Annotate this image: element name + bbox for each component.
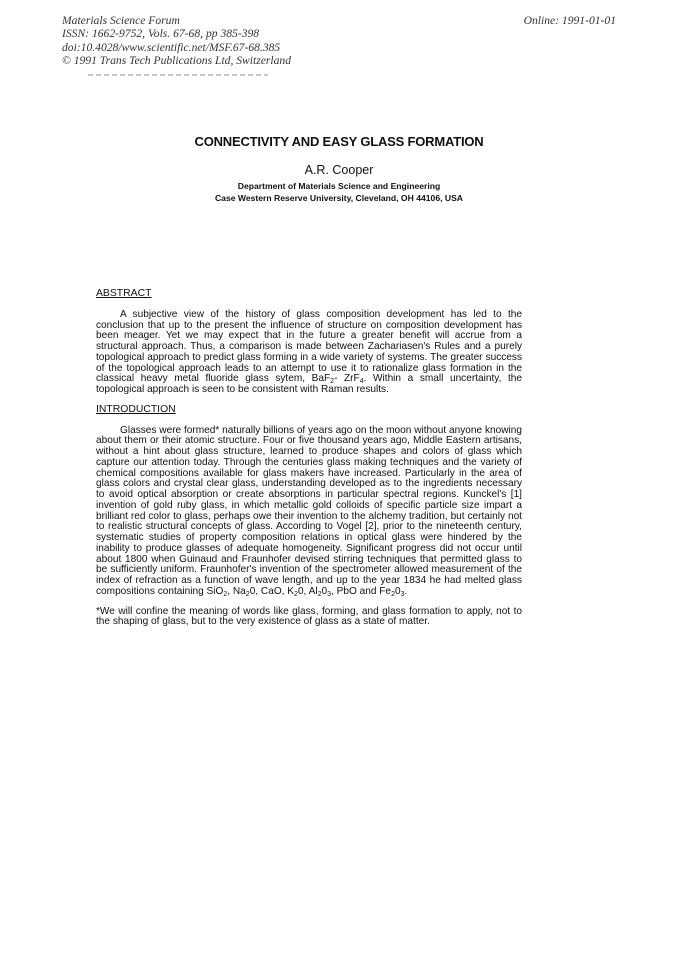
affiliation-address: Case Western Reserve University, Cleveland, OH 44106, USA — [214, 193, 464, 203]
journal-name: Materials Science Forum — [62, 14, 180, 27]
footnote: *We will confine the meaning of words like glass, forming, and glass formation to apply, not to the shaping of glass, but to the very existence of glass as a state of matter. — [96, 605, 522, 628]
author-affiliation — [0, 180, 678, 204]
paper-body — [96, 289, 522, 637]
introduction-text: Glasses were formed* naturally billions of years ago on the moon without anyone knowing about them or their atomic structure. Four or five thousand years ago, Middle Eastern artisans, without a hint about glass structure, learned to produce shapes and colors of glass which capture our attention today. Through the centuries glass making techniques and the variety of chemical compositions available for glass makers have increased. Particularly in the area of glass colors and crystal clear glass, understanding developed as to the ingredients necessary to avoid optical absorption or create absorptions in particular spectral regions. Kunckel's [1] invention of gold ruby glass, in which metallic gold colloids of specific particle size impart a brilliant red color to glass, perhaps owe their invention to the alchemy tradition, but certainly not to realistic structural concepts of glass. According to Vogel [2], prior to the nineteenth century, systematic studies of property composition relations in optical glass were hindered by the inability to produce glasses of adequate homogeneity. Significant progress did not occur until about 1800 when Guinaud and Fraunhofer devised stirring techniques that permitted glass to be sufficiently uniform. Fraunhofer's invention of the spectrometer allowed measurement of the index of refraction as a function of wave length, and up to the year 1834 he had melted glass compositions containing SiO$_2$, $Na_20$, CaO, $K_20$, $Al_20_3$, PbO and $Fe_20_3$. — [96, 424, 522, 598]
copyright-line: © 1991 Trans Tech Publications Ltd, Switzerland — [62, 54, 292, 68]
abstract-heading: ABSTRACT — [96, 288, 152, 299]
introduction-heading: INTRODUCTION — [96, 403, 176, 415]
doi-line[interactable]: doi:10.4028/www.scientific.net/MSF.67-68.385 — [62, 40, 281, 54]
scan-artifact — [88, 74, 268, 76]
online-date: Online: 1991-01-01 — [523, 14, 616, 27]
journal-header — [62, 14, 291, 68]
paper-title: CONNECTIVITY AND EASY GLASS FORMATION — [194, 134, 484, 149]
affiliation-department: Department of Materials Science and Engineering — [237, 181, 441, 191]
abstract-text: A subjective view of the history of glass composition development has led to the conclusion that up to the present the influence of structure on composition development has been meager. Yet we may expect that in the future a greater benefit will accrue from a structural approach. Thus, a comparison is made between Zachariasen's Rules and a purely topological approach to predict glass forming in a wide variety of systems. The greater success of the topological approach leads to an attempt to use it to rationalize glass formation in the classical heavy metal fluoride glass sytem, BaF$_2$- ZrF$_4$. Within a small uncertainty, the topological approach is seen to be consistent with Raman results. — [96, 308, 522, 395]
paper-author: A.R. Cooper — [304, 163, 374, 177]
issn-line: ISSN: 1662-9752, Vols. 67-68, pp 385-398 — [62, 27, 260, 41]
